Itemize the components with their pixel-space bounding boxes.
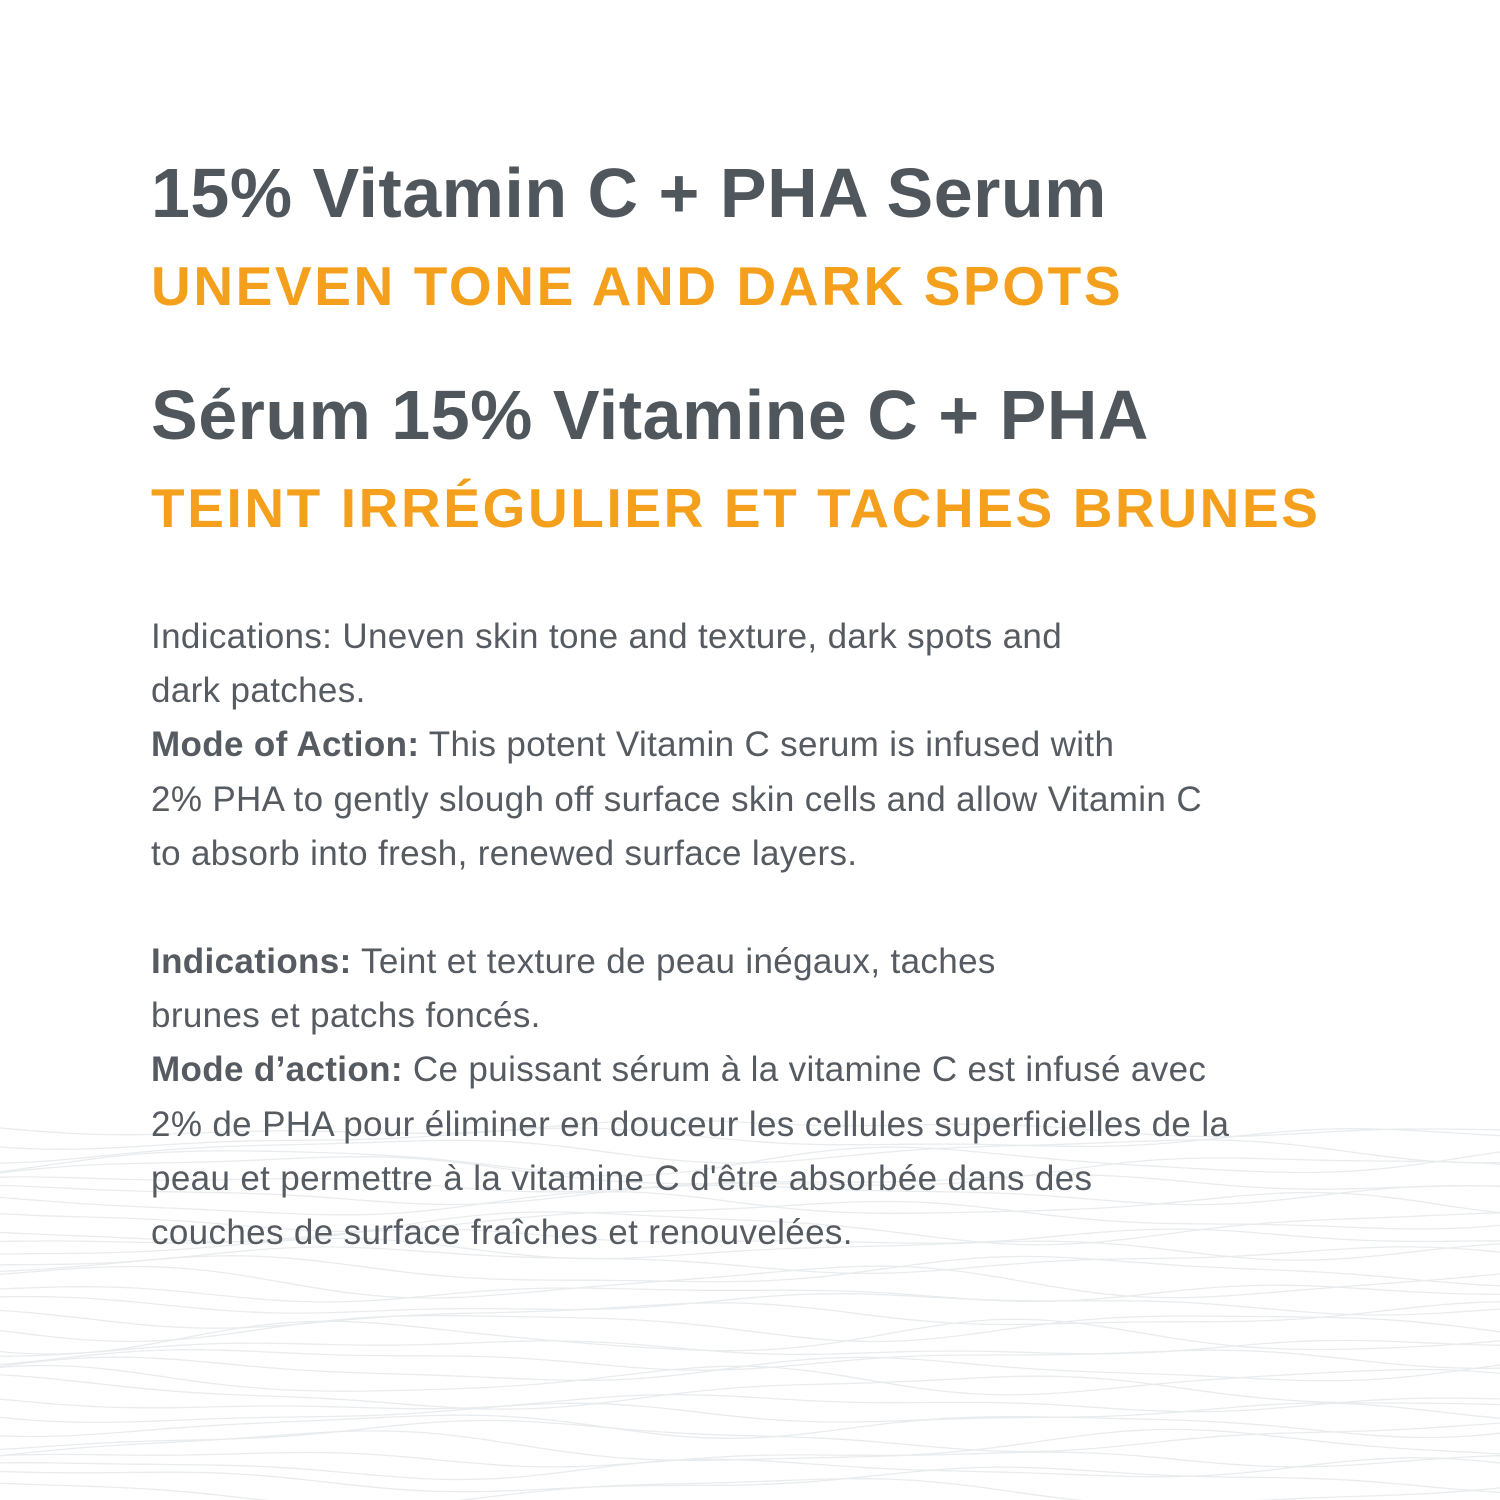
english-indications-text: Uneven skin tone and texture, dark spots and	[332, 617, 1063, 656]
english-indications-label: Indications:	[151, 617, 333, 656]
french-indications-line-2: brunes et patchs foncés.	[151, 996, 541, 1036]
wave-line	[0, 1302, 1500, 1328]
wave-line	[0, 1458, 1500, 1480]
wave-line	[0, 1266, 1500, 1298]
wave-line	[0, 1294, 1500, 1315]
wave-line	[0, 1467, 1500, 1492]
english-indications-line-1	[151, 610, 1202, 664]
english-mode-line-1	[151, 718, 1202, 772]
wave-line	[0, 1319, 1500, 1354]
french-mode-line-2: 2% de PHA pour éliminer en douceur les cellules superficielles de la	[151, 1104, 1230, 1144]
french-mode-line-4: couches de surface fraîches et renouvelées.	[151, 1213, 853, 1253]
english-indications-line-2: dark patches.	[151, 671, 366, 711]
french-product-subtitle: TEINT IRRÉGULIER ET TACHES BRUNES	[151, 477, 1321, 539]
french-indications-line-1	[151, 935, 1229, 989]
english-product-subtitle: UNEVEN TONE AND DARK SPOTS	[151, 255, 1124, 317]
english-mode-label: Mode of Action:	[151, 725, 420, 765]
english-description	[151, 610, 1202, 881]
english-mode-text: This potent Vitamin C serum is infused with	[419, 725, 1115, 765]
french-indications-label: Indications:	[151, 942, 352, 981]
wave-line	[0, 1479, 1500, 1500]
english-product-title: 15% Vitamin C + PHA Serum	[151, 154, 1107, 232]
french-mode-line-3: peau et permettre à la vitamine C d'être absorbée dans des	[151, 1158, 1093, 1198]
wave-line	[0, 1285, 1500, 1302]
french-description	[151, 935, 1229, 1260]
english-mode-line-3: to absorb into fresh, renewed surface layers.	[151, 833, 858, 873]
french-mode-label: Mode d’action:	[151, 1050, 403, 1090]
french-mode-line-1	[151, 1043, 1229, 1097]
wave-line	[0, 1395, 1500, 1412]
french-mode-text: Ce puissant sérum à la vitamine C est infusé avec	[402, 1050, 1207, 1090]
french-product-title: Sérum 15% Vitamine C + PHA	[151, 376, 1149, 454]
english-mode-line-2: 2% PHA to gently slough off surface skin cells and allow Vitamin C	[151, 779, 1202, 819]
french-indications-text: Teint et texture de peau inégaux, taches	[351, 942, 996, 981]
